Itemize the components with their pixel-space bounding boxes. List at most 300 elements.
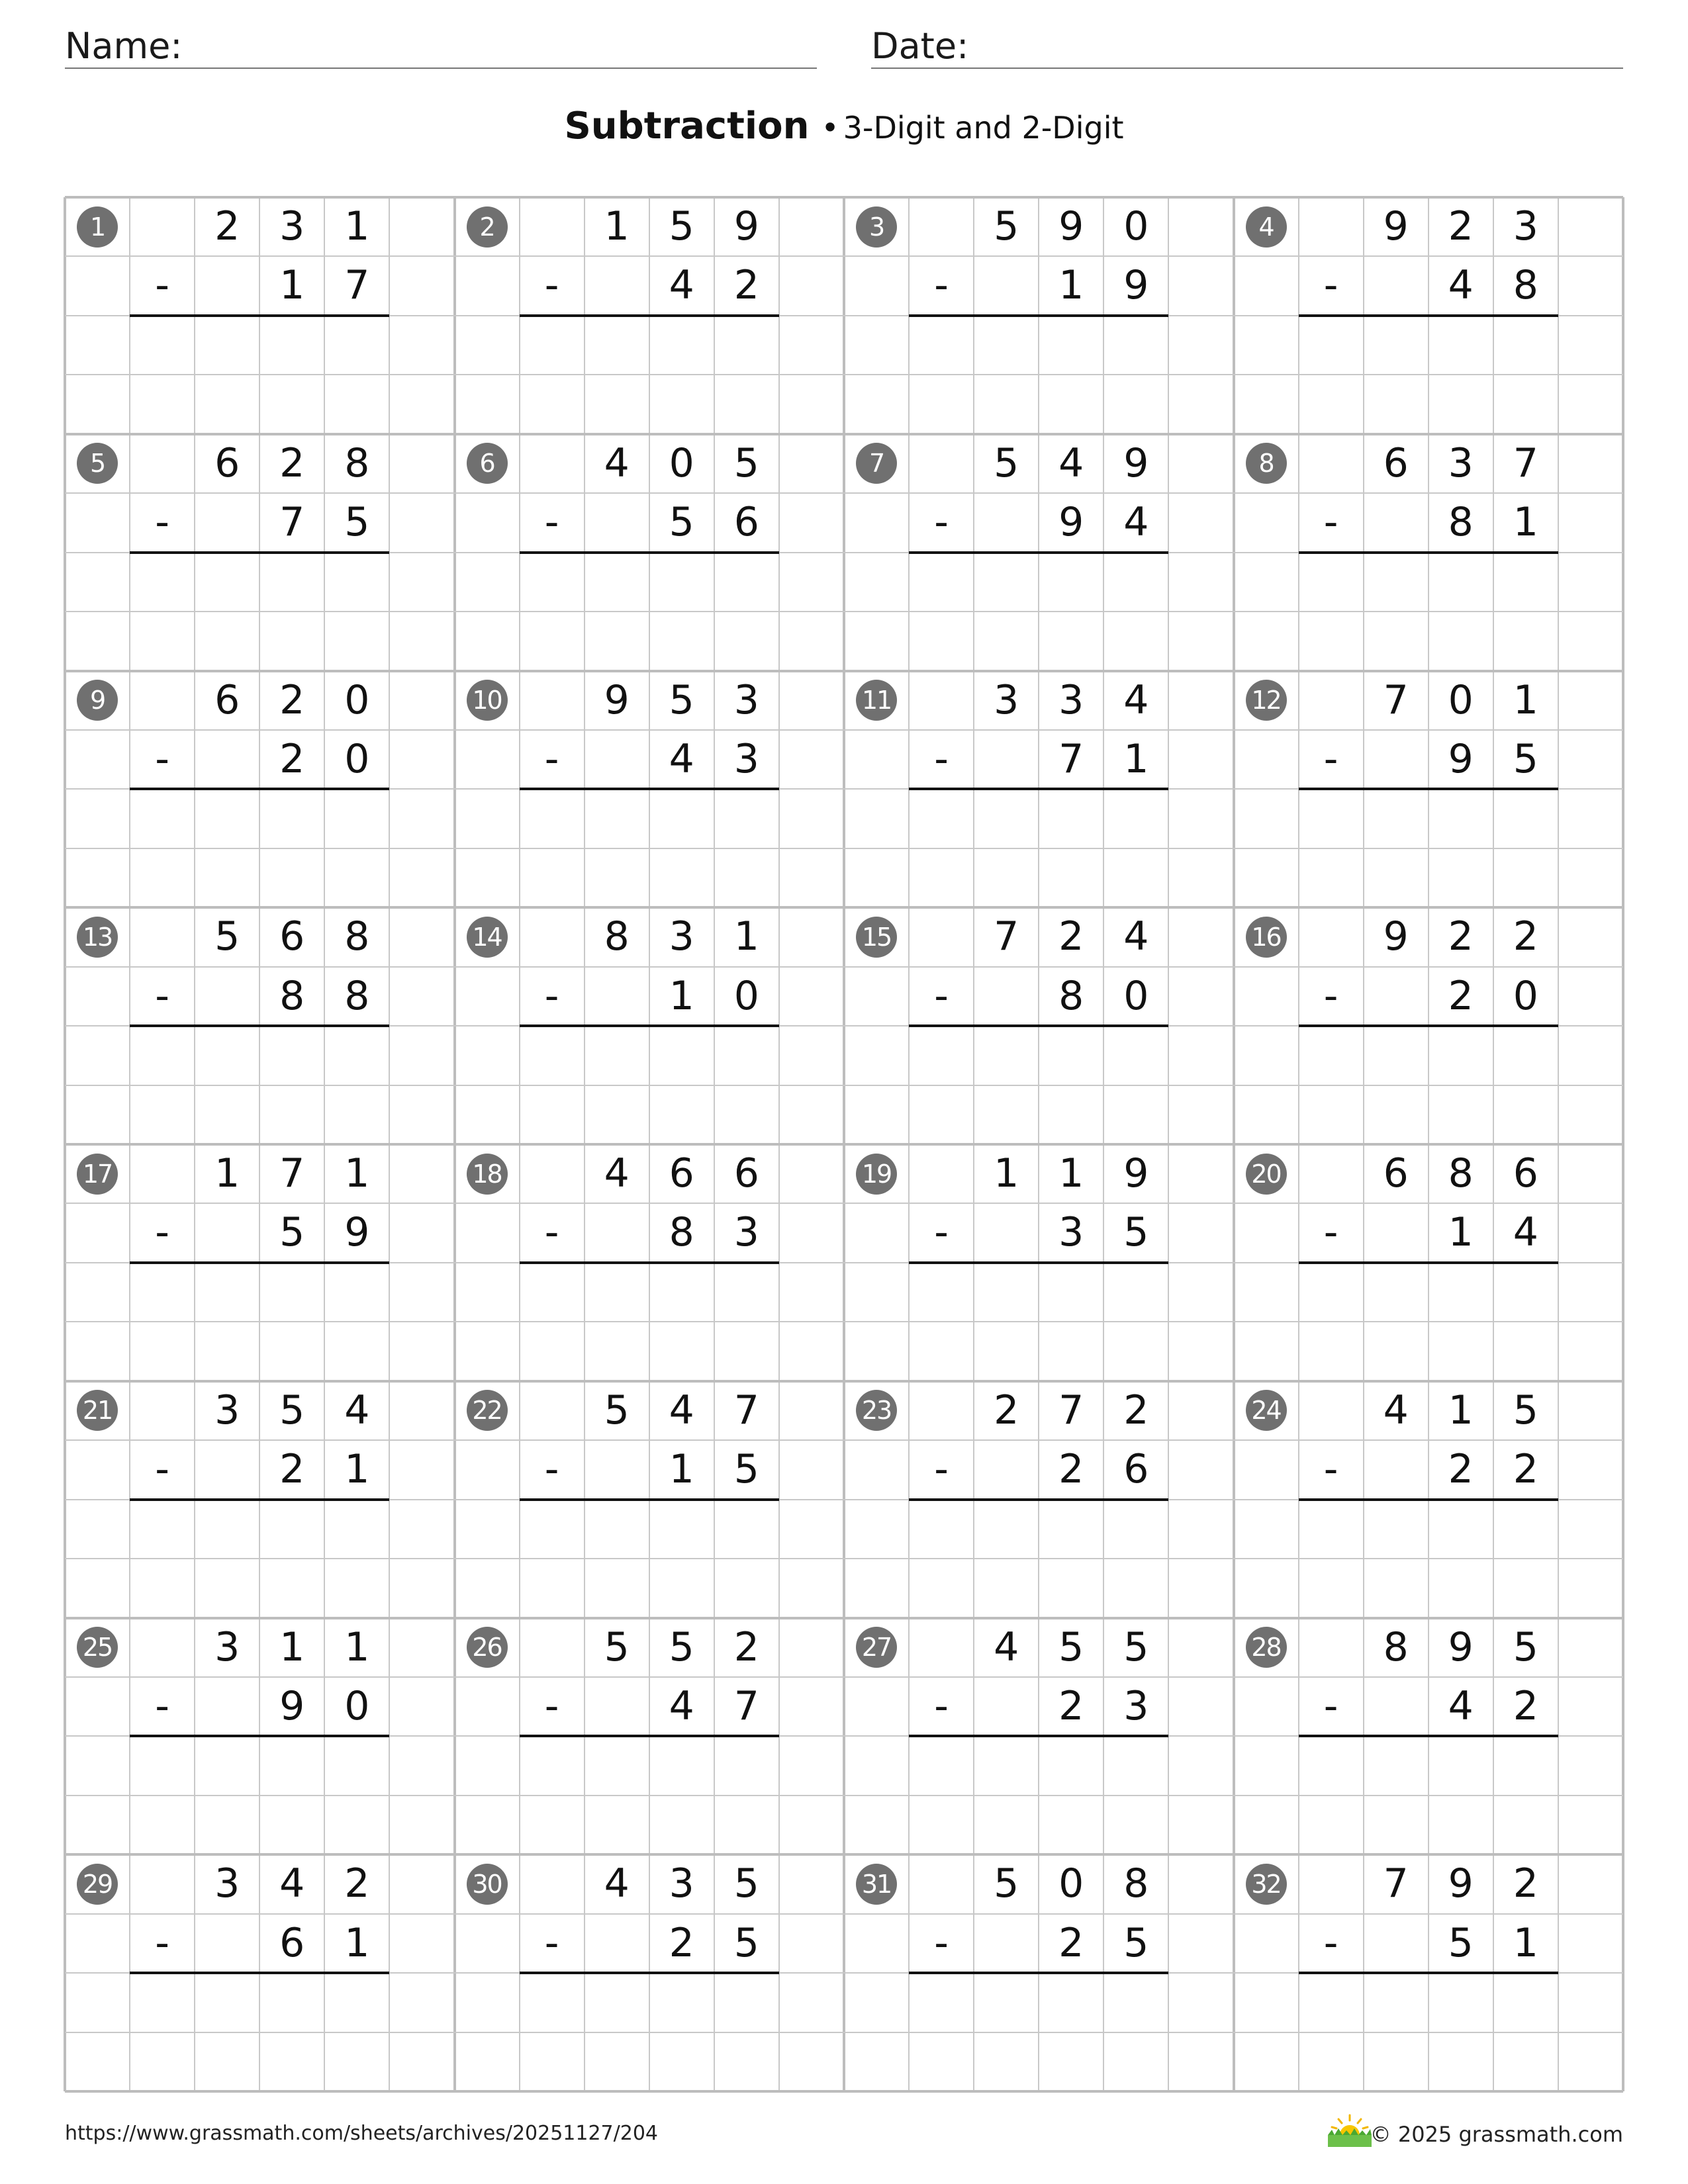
answer-cell[interactable] [1040,1087,1102,1143]
answer-cell[interactable] [1495,1974,1557,2030]
answer-cell[interactable] [1365,2034,1427,2090]
answer-cell[interactable] [326,1264,388,1320]
answer-cell[interactable] [651,376,713,432]
answer-cell[interactable] [1365,1737,1427,1794]
answer-cell[interactable] [1430,376,1492,432]
answer-cell[interactable] [131,613,193,669]
answer-cell[interactable] [1040,376,1102,432]
answer-cell[interactable] [910,1087,972,1143]
subtrahend-digit: 2 [669,1919,694,1966]
answer-cell[interactable] [1105,790,1167,846]
answer-cell[interactable] [651,554,713,610]
minus-sign: - [155,1682,169,1729]
answer-cell[interactable] [1040,1560,1102,1616]
answer-cell[interactable] [326,376,388,432]
answer-cell[interactable] [521,1797,583,1853]
answer-cell[interactable] [975,1264,1037,1320]
grid-hline [65,374,1623,375]
answer-cell[interactable] [1300,850,1362,906]
answer-cell[interactable] [716,790,778,846]
answer-cell[interactable] [196,554,258,610]
answer-cell[interactable] [261,1797,323,1853]
answer-cell[interactable] [1365,1560,1427,1616]
answer-cell[interactable] [1040,1264,1102,1320]
answer-cell[interactable] [1040,1323,1102,1379]
answer-cell[interactable] [1495,1501,1557,1557]
subtrahend-digit: 0 [1123,972,1149,1019]
answer-cell[interactable] [1105,317,1167,373]
answer-cell[interactable] [1040,1974,1102,2030]
minuend-digit: 2 [1513,913,1538,960]
answer-cell[interactable] [1105,1560,1167,1616]
answer-cell[interactable] [131,376,193,432]
subtrahend-digit: 0 [344,1682,370,1729]
answer-cell[interactable] [651,2034,713,2090]
answer-cell[interactable] [326,2034,388,2090]
answer-cell[interactable] [521,317,583,373]
answer-cell[interactable] [261,1264,323,1320]
answer-cell[interactable] [1430,1087,1492,1143]
minuend-digit: 2 [1513,1860,1538,1907]
answer-cell[interactable] [1495,1027,1557,1083]
answer-cell[interactable] [1495,317,1557,373]
minus-sign: - [1323,262,1338,309]
answer-cell[interactable] [1300,1027,1362,1083]
answer-cell[interactable] [261,613,323,669]
answer-cell[interactable] [586,317,648,373]
answer-cell[interactable] [651,1501,713,1557]
answer-cell[interactable] [910,1737,972,1794]
answer-cell[interactable] [521,2034,583,2090]
answer-cell[interactable] [521,1737,583,1794]
answer-cell[interactable] [1365,1974,1427,2030]
answer-cell[interactable] [261,1501,323,1557]
answer-cell[interactable] [1300,2034,1362,2090]
answer-cell[interactable] [261,2034,323,2090]
answer-cell[interactable] [1105,554,1167,610]
answer-cell[interactable] [975,1974,1037,2030]
answer-cell[interactable] [1040,317,1102,373]
answer-cell[interactable] [910,613,972,669]
answer-cell[interactable] [326,1797,388,1853]
answer-cell[interactable] [910,2034,972,2090]
problem-number-badge: 23 [856,1390,897,1431]
answer-cell[interactable] [716,1974,778,2030]
answer-cell[interactable] [196,1974,258,2030]
answer-cell[interactable] [1430,2034,1492,2090]
answer-cell[interactable] [326,1974,388,2030]
minuend-digit: 2 [1448,913,1474,960]
answer-cell[interactable] [326,1560,388,1616]
answer-cell[interactable] [910,1974,972,2030]
answer-cell[interactable] [261,554,323,610]
answer-cell[interactable] [975,554,1037,610]
minuend-digit: 0 [1058,1860,1084,1907]
answer-cell[interactable] [131,1797,193,1853]
answer-cell[interactable] [1105,1323,1167,1379]
answer-cell[interactable] [1040,1027,1102,1083]
subtrahend-digit: 2 [1513,1446,1538,1493]
answer-cell[interactable] [1040,1501,1102,1557]
answer-cell[interactable] [910,376,972,432]
answer-cell[interactable] [651,790,713,846]
answer-cell[interactable] [196,850,258,906]
answer-cell[interactable] [1495,376,1557,432]
answer-cell[interactable] [586,1797,648,1853]
answer-cell[interactable] [975,1560,1037,1616]
answer-cell[interactable] [196,1027,258,1083]
answer-cell[interactable] [1365,376,1427,432]
subtrahend-digit: 2 [1513,1682,1538,1729]
answer-cell[interactable] [586,850,648,906]
answer-cell[interactable] [716,1264,778,1320]
answer-cell[interactable] [521,1974,583,2030]
answer-cell[interactable] [196,2034,258,2090]
answer-cell[interactable] [521,554,583,610]
answer-cell[interactable] [326,790,388,846]
answer-cell[interactable] [131,1560,193,1616]
answer-cell[interactable] [651,1797,713,1853]
answer-cell[interactable] [975,1323,1037,1379]
answer-cell[interactable] [1300,613,1362,669]
answer-cell[interactable] [651,1560,713,1616]
answer-cell[interactable] [910,1797,972,1853]
answer-cell[interactable] [1040,850,1102,906]
answer-cell[interactable] [586,1027,648,1083]
minuend-digit: 3 [214,1623,240,1670]
problem-number-badge: 1 [77,206,118,248]
subtrahend-digit: 1 [669,1446,694,1493]
minuend-digit: 0 [669,439,694,486]
answer-cell[interactable] [910,1027,972,1083]
answer-cell[interactable] [716,2034,778,2090]
answer-cell[interactable] [1430,1560,1492,1616]
minus-sign: - [1323,972,1338,1019]
answer-cell[interactable] [651,613,713,669]
answer-cell[interactable] [261,1323,323,1379]
name-label: Name: [65,25,183,67]
answer-cell[interactable] [910,1560,972,1616]
answer-cell[interactable] [521,613,583,669]
answer-cell[interactable] [131,1027,193,1083]
answer-cell[interactable] [326,1087,388,1143]
answer-cell[interactable] [1430,1323,1492,1379]
answer-cell[interactable] [910,1264,972,1320]
answer-cell[interactable] [910,850,972,906]
answer-cell[interactable] [1040,554,1102,610]
answer-cell[interactable] [1300,1797,1362,1853]
answer-cell[interactable] [1365,1323,1427,1379]
answer-cell[interactable] [196,376,258,432]
answer-cell[interactable] [1430,1797,1492,1853]
answer-cell[interactable] [716,1501,778,1557]
answer-cell[interactable] [521,850,583,906]
answer-cell[interactable] [326,613,388,669]
subtrahend-digit: 3 [733,735,759,782]
answer-cell[interactable] [1365,1501,1427,1557]
answer-cell[interactable] [196,1264,258,1320]
answer-cell[interactable] [326,1027,388,1083]
answer-cell[interactable] [586,1087,648,1143]
answer-cell[interactable] [261,790,323,846]
answer-cell[interactable] [521,1501,583,1557]
minuend-digit: 1 [733,913,759,960]
answer-cell[interactable] [1300,1560,1362,1616]
subtrahend-digit: 0 [733,972,759,1019]
answer-cell[interactable] [521,1560,583,1616]
answer-cell[interactable] [975,2034,1037,2090]
answer-cell[interactable] [1365,613,1427,669]
answer-cell[interactable] [910,790,972,846]
answer-cell[interactable] [1365,790,1427,846]
answer-cell[interactable] [131,790,193,846]
minuend-digit: 2 [733,1623,759,1670]
problem-number-badge: 30 [467,1864,508,1905]
answer-cell[interactable] [586,790,648,846]
answer-cell[interactable] [1495,850,1557,906]
minuend-digit: 7 [1513,439,1538,486]
answer-cell[interactable] [586,2034,648,2090]
answer-cell[interactable] [326,1501,388,1557]
answer-cell[interactable] [1040,1737,1102,1794]
answer-cell[interactable] [975,1737,1037,1794]
answer-cell[interactable] [1105,1501,1167,1557]
answer-cell[interactable] [1495,1737,1557,1794]
answer-cell[interactable] [196,1560,258,1616]
answer-cell[interactable] [1300,317,1362,373]
subtrahend-digit: 1 [1123,735,1149,782]
answer-cell[interactable] [1495,1560,1557,1616]
answer-cell[interactable] [1105,1737,1167,1794]
answer-cell[interactable] [716,1737,778,1794]
answer-cell[interactable] [1040,2034,1102,2090]
minuend-digit: 4 [344,1387,370,1433]
answer-cell[interactable] [1430,317,1492,373]
answer-cell[interactable] [196,1323,258,1379]
answer-cell[interactable] [196,613,258,669]
answer-cell[interactable] [975,376,1037,432]
answer-cell[interactable] [586,613,648,669]
answer-cell[interactable] [1105,1087,1167,1143]
answer-cell[interactable] [326,1323,388,1379]
date-line[interactable] [871,68,1623,69]
answer-cell[interactable] [1495,790,1557,846]
answer-cell[interactable] [326,554,388,610]
answer-cell[interactable] [196,1087,258,1143]
answer-cell[interactable] [261,317,323,373]
answer-cell[interactable] [975,317,1037,373]
minuend-digit: 9 [733,203,759,250]
answer-cell[interactable] [521,1264,583,1320]
answer-cell[interactable] [651,1264,713,1320]
answer-cell[interactable] [521,1087,583,1143]
answer-cell[interactable] [910,317,972,373]
answer-cell[interactable] [975,790,1037,846]
answer-cell[interactable] [196,317,258,373]
answer-cell[interactable] [1430,1737,1492,1794]
answer-cell[interactable] [1495,2034,1557,2090]
problem-number-badge: 3 [856,206,897,248]
answer-cell[interactable] [1300,1501,1362,1557]
answer-cell[interactable] [131,850,193,906]
subtrahend-digit: 5 [279,1209,305,1256]
answer-cell[interactable] [910,554,972,610]
answer-cell[interactable] [651,317,713,373]
answer-cell[interactable] [326,317,388,373]
answer-cell[interactable] [1365,850,1427,906]
answer-cell[interactable] [651,1087,713,1143]
answer-cell[interactable] [1300,1974,1362,2030]
answer-cell[interactable] [586,1560,648,1616]
minuend-digit: 9 [1448,1623,1474,1670]
answer-cell[interactable] [1430,554,1492,610]
answer-cell[interactable] [586,1264,648,1320]
answer-cell[interactable] [1300,1323,1362,1379]
answer-cell[interactable] [261,1087,323,1143]
answer-cell[interactable] [910,1501,972,1557]
answer-cell[interactable] [651,1737,713,1794]
answer-cell[interactable] [975,850,1037,906]
answer-cell[interactable] [1430,1501,1492,1557]
answer-cell[interactable] [716,1797,778,1853]
answer-cell[interactable] [1430,790,1492,846]
answer-cell[interactable] [1495,1797,1557,1853]
answer-cell[interactable] [131,2034,193,2090]
answer-cell[interactable] [1105,613,1167,669]
answer-cell[interactable] [521,1027,583,1083]
answer-cell[interactable] [131,1323,193,1379]
answer-cell[interactable] [1365,1264,1427,1320]
answer-cell[interactable] [1105,850,1167,906]
answer-cell[interactable] [131,1264,193,1320]
answer-cell[interactable] [1365,554,1427,610]
answer-cell[interactable] [716,554,778,610]
answer-cell[interactable] [131,1087,193,1143]
answer-cell[interactable] [196,1797,258,1853]
answer-cell[interactable] [1430,1264,1492,1320]
answer-cell[interactable] [716,613,778,669]
answer-cell[interactable] [586,1323,648,1379]
answer-cell[interactable] [196,1737,258,1794]
answer-cell[interactable] [261,1737,323,1794]
answer-cell[interactable] [586,1737,648,1794]
answer-cell[interactable] [1300,1087,1362,1143]
minuend-digit: 4 [604,439,630,486]
date-label: Date: [871,25,969,67]
answer-cell[interactable] [131,1501,193,1557]
answer-cell[interactable] [1430,850,1492,906]
answer-cell[interactable] [196,1501,258,1557]
minuend-digit: 2 [1058,913,1084,960]
minuend-digit: 2 [344,1860,370,1907]
answer-cell[interactable] [975,1797,1037,1853]
answer-cell[interactable] [261,1560,323,1616]
answer-cell[interactable] [1105,1264,1167,1320]
answer-cell[interactable] [131,317,193,373]
answer-cell[interactable] [1105,1027,1167,1083]
answer-cell[interactable] [910,1323,972,1379]
answer-cell[interactable] [1300,376,1362,432]
answer-cell[interactable] [586,1974,648,2030]
answer-cell[interactable] [716,1323,778,1379]
answer-cell[interactable] [716,850,778,906]
answer-cell[interactable] [261,850,323,906]
answer-cell[interactable] [521,790,583,846]
answer-cell[interactable] [261,1974,323,2030]
answer-cell[interactable] [131,1974,193,2030]
answer-cell[interactable] [1495,1087,1557,1143]
answer-cell[interactable] [586,554,648,610]
answer-cell[interactable] [1105,376,1167,432]
answer-cell[interactable] [261,1027,323,1083]
answer-cell[interactable] [1365,317,1427,373]
answer-cell[interactable] [1300,1264,1362,1320]
answer-cell[interactable] [196,790,258,846]
grid-hline [65,1321,1623,1322]
name-line[interactable] [65,68,817,69]
answer-cell[interactable] [716,1087,778,1143]
answer-cell[interactable] [975,1087,1037,1143]
answer-cell[interactable] [651,1027,713,1083]
answer-cell[interactable] [1365,1087,1427,1143]
answer-cell[interactable] [716,1027,778,1083]
answer-cell[interactable] [716,317,778,373]
answer-cell[interactable] [1430,1974,1492,2030]
answer-cell[interactable] [1430,1027,1492,1083]
answer-cell[interactable] [1430,613,1492,669]
answer-cell[interactable] [1300,790,1362,846]
subtrahend-digit: 7 [344,262,370,309]
answer-cell[interactable] [1365,1027,1427,1083]
answer-cell[interactable] [1105,1797,1167,1853]
answer-cell[interactable] [131,1737,193,1794]
answer-cell[interactable] [326,1737,388,1794]
answer-cell[interactable] [1495,554,1557,610]
subtrahend-digit: 7 [279,499,305,546]
answer-cell[interactable] [651,1323,713,1379]
answer-cell[interactable] [521,1323,583,1379]
answer-cell[interactable] [975,1501,1037,1557]
answer-cell[interactable] [1365,1797,1427,1853]
answer-cell[interactable] [586,376,648,432]
answer-cell[interactable] [651,850,713,906]
answer-cell[interactable] [975,1027,1037,1083]
answer-cell[interactable] [975,613,1037,669]
answer-cell[interactable] [1040,613,1102,669]
answer-cell[interactable] [1300,1737,1362,1794]
answer-cell[interactable] [1300,554,1362,610]
problem-number-badge: 12 [1246,680,1287,721]
answer-cell[interactable] [1105,2034,1167,2090]
answer-cell[interactable] [586,1501,648,1557]
answer-cell[interactable] [1495,1264,1557,1320]
answer-cell[interactable] [1040,790,1102,846]
answer-cell[interactable] [261,376,323,432]
answer-cell[interactable] [716,376,778,432]
worksheet-title [0,105,1688,148]
minuend-digit: 3 [214,1860,240,1907]
minuend-digit: 3 [1058,676,1084,723]
answer-cell[interactable] [326,850,388,906]
answer-cell[interactable] [1495,1323,1557,1379]
answer-cell[interactable] [131,554,193,610]
answer-cell[interactable] [1040,1797,1102,1853]
answer-cell[interactable] [716,1560,778,1616]
answer-cell[interactable] [1495,613,1557,669]
answer-cell[interactable] [521,376,583,432]
answer-cell[interactable] [651,1974,713,2030]
answer-cell[interactable] [1105,1974,1167,2030]
